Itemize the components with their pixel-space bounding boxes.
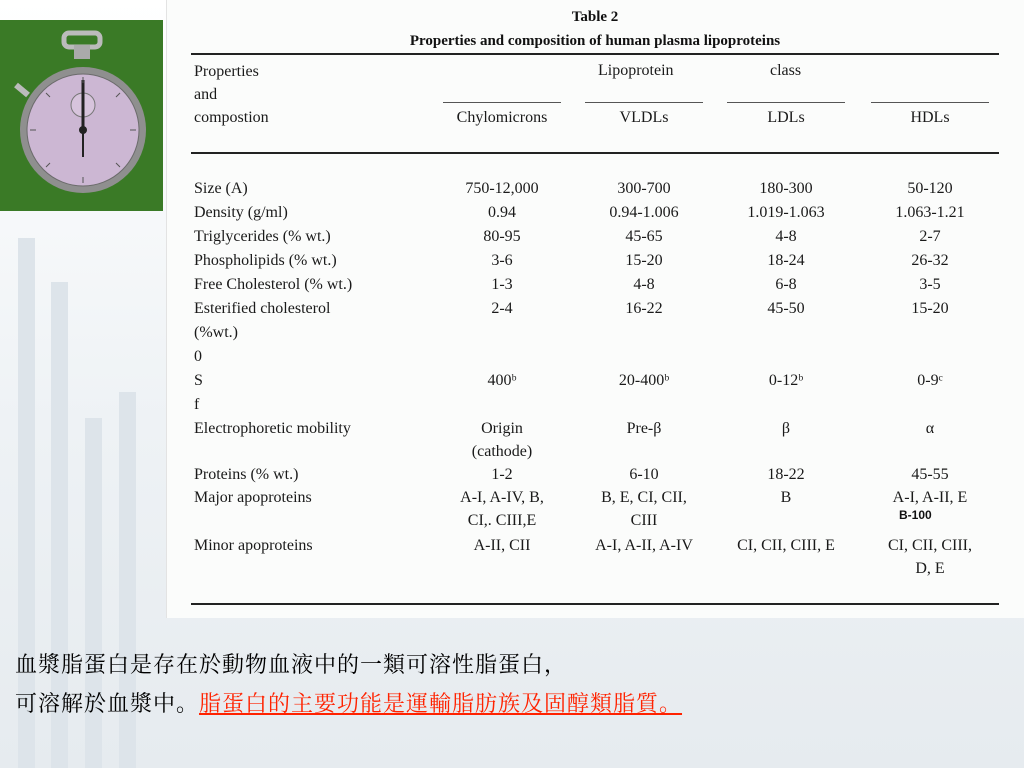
table-cell: A-II, CII (473, 537, 531, 554)
table-cell: Pre-β (626, 420, 662, 437)
row-label: 0 (194, 348, 202, 365)
row-label: S (194, 372, 203, 389)
column-header: Chylomicrons (456, 109, 548, 126)
header-properties: and (194, 86, 218, 103)
table-cell: (cathode) (471, 443, 533, 460)
table-cell: D, E (915, 560, 945, 577)
table-cell: 45-65 (625, 228, 663, 245)
table-cell: B (780, 489, 792, 506)
table-cell: 0.94 (488, 204, 516, 221)
column-header: HDLs (910, 109, 950, 126)
table-cell: 15-20 (625, 252, 663, 269)
table-cell: B, E, CI, CII, (601, 489, 687, 506)
column-rule (443, 102, 561, 103)
table-cell: 4-8 (633, 276, 655, 293)
table-cell: 400ᵇ (487, 372, 517, 389)
header-properties: Properties (194, 63, 259, 80)
table-cell: 50-120 (907, 180, 953, 197)
header-rule (191, 152, 999, 154)
column-header: VLDLs (619, 109, 669, 126)
header-class: class (770, 62, 802, 79)
table-cell: 0-9ᶜ (917, 372, 943, 389)
table-cell: 80-95 (483, 228, 521, 245)
row-label: (%wt.) (194, 324, 238, 341)
row-label: Electrophoretic mobility (194, 420, 351, 437)
column-rule (727, 102, 845, 103)
table-cell: 18-22 (767, 466, 805, 483)
caption-line-2 (15, 687, 682, 718)
apoprotein-annotation: B-100 (899, 508, 932, 522)
table-cell: A-I, A-II, E (892, 489, 968, 506)
row-label: Free Cholesterol (% wt.) (194, 276, 353, 293)
row-label: Proteins (% wt.) (194, 466, 299, 483)
table-cell: 1.063-1.21 (895, 204, 965, 221)
table-cell: A-I, A-II, A-IV (595, 537, 693, 554)
table-cell: A-I, A-IV, B, (460, 489, 544, 506)
table-cell: CI, CII, CIII, E (737, 537, 835, 554)
caption-line-2-text: 可溶解於血漿中。 (15, 692, 200, 717)
column-rule (585, 102, 703, 103)
table-cell: 3-5 (919, 276, 941, 293)
table-cell: 3-6 (491, 252, 513, 269)
table-cell: Origin (481, 420, 523, 437)
column-header: LDLs (767, 109, 805, 126)
caption-line-1: 血漿脂蛋白是存在於動物血液中的一類可溶性脂蛋白， (15, 653, 568, 678)
row-label: Triglycerides (% wt.) (194, 228, 331, 245)
stopwatch-icon (8, 25, 158, 205)
header-lipoprotein: Lipoprotein (598, 62, 674, 79)
table-cell: 750-12,000 (465, 180, 539, 197)
row-label: f (194, 396, 200, 413)
table-cell: 45-55 (911, 466, 949, 483)
row-label: Phospholipids (% wt.) (194, 252, 337, 269)
row-label: Esterified cholesterol (194, 300, 331, 317)
row-label: Major apoproteins (194, 489, 312, 506)
table-cell: β (781, 420, 791, 437)
table-cell: 1-3 (491, 276, 513, 293)
table-cell: 2-7 (919, 228, 941, 245)
table-cell: CI, CII, CIII, (888, 537, 972, 554)
table-cell: 18-24 (767, 252, 805, 269)
table-cell: 2-4 (491, 300, 513, 317)
table-cell: 45-50 (767, 300, 805, 317)
table-title: Properties and composition of human plasma lipoproteins (409, 33, 781, 49)
table-cell: 1.019-1.063 (747, 204, 825, 221)
table-cell: 6-8 (775, 276, 797, 293)
row-label: Size (A) (194, 180, 248, 197)
lipoprotein-table (166, 0, 1024, 618)
table-cell: CI,. CIII,E (467, 512, 537, 529)
table-cell: 16-22 (625, 300, 663, 317)
table-cell: α (925, 420, 935, 437)
row-label: Density (g/ml) (194, 204, 288, 221)
table-bottom-rule (191, 603, 999, 605)
table-cell: 180-300 (759, 180, 813, 197)
table-cell: 26-32 (911, 252, 949, 269)
table-cell: 20-400ᵇ (618, 372, 670, 389)
table-cell: 0.94-1.006 (609, 204, 679, 221)
table-top-rule (191, 53, 999, 55)
column-rule (871, 102, 989, 103)
row-label: Minor apoproteins (194, 537, 313, 554)
table-cell: 0-12ᵇ (768, 372, 804, 389)
caption-highlight: 脂蛋白的主要功能是運輸脂肪族及固醇類脂質。 (199, 692, 683, 717)
table-cell: 6-10 (629, 466, 659, 483)
table-cell: 300-700 (617, 180, 671, 197)
table-cell: CIII (630, 512, 658, 529)
table-cell: 15-20 (911, 300, 949, 317)
header-properties: compostion (194, 109, 269, 126)
table-cell: 4-8 (775, 228, 797, 245)
table-number: Table 2 (571, 9, 619, 25)
table-cell: 1-2 (491, 466, 513, 483)
